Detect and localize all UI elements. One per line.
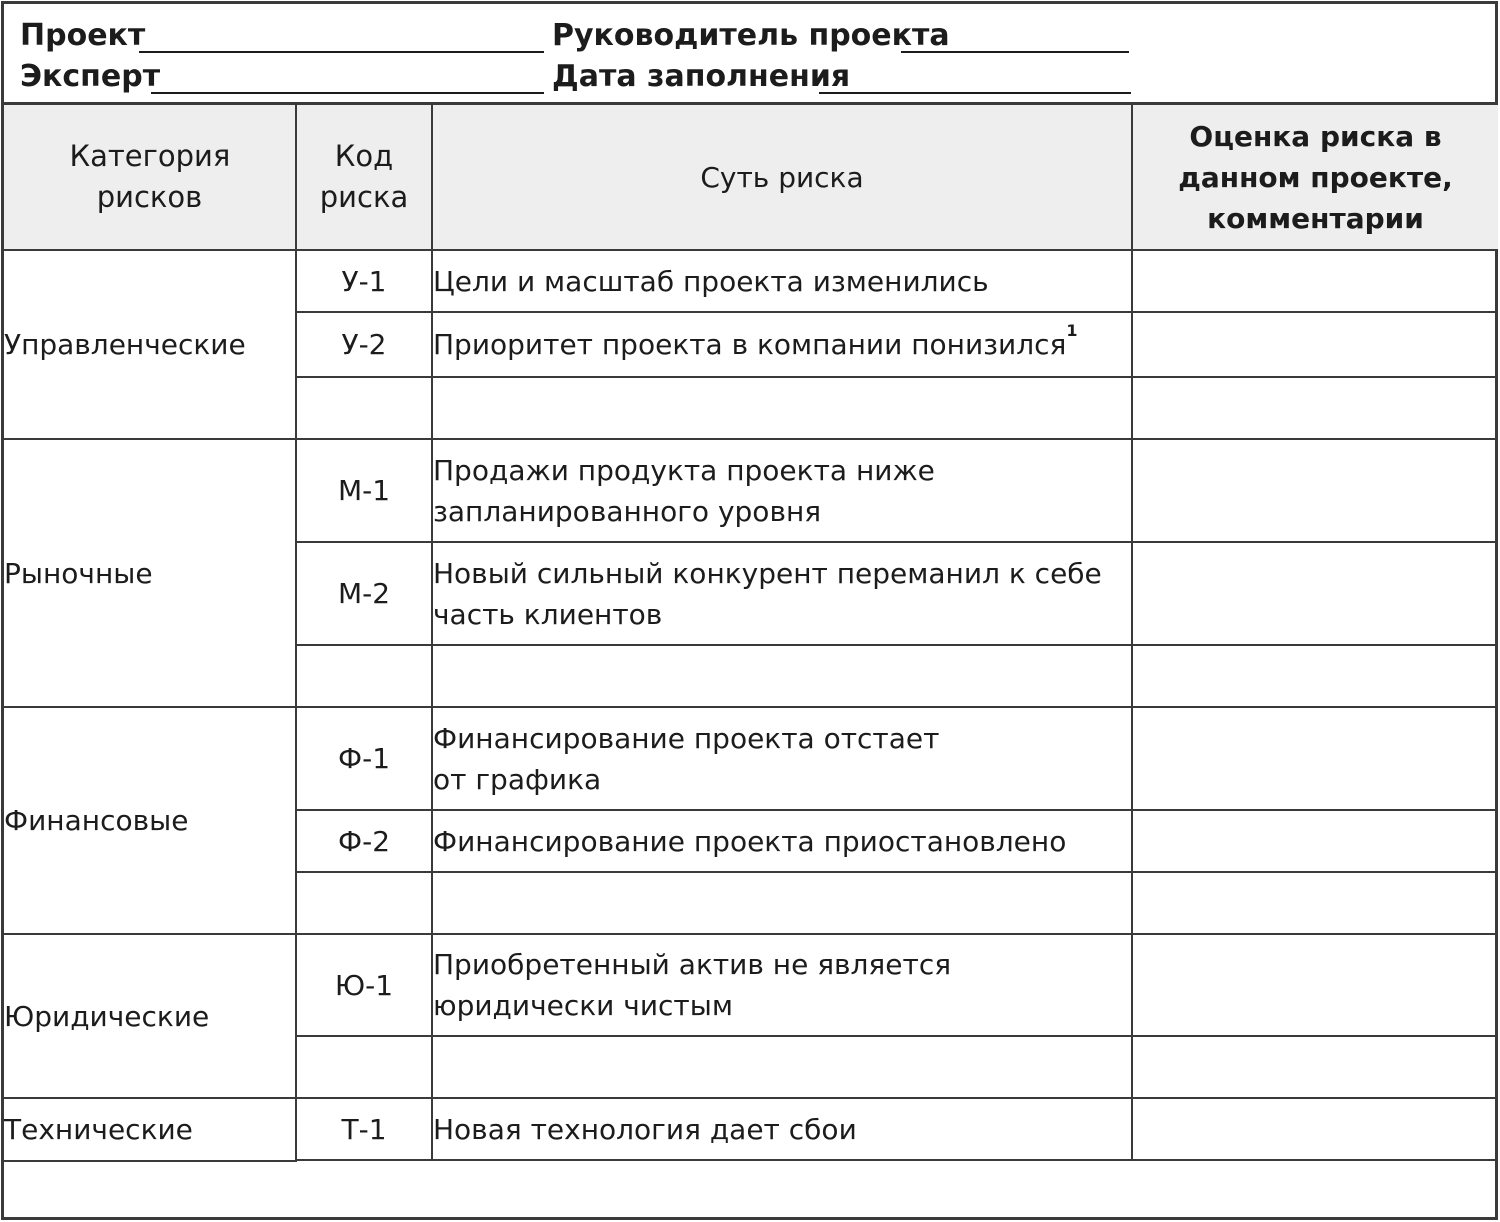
form-header <box>4 4 1495 105</box>
risk-essence: Приоритет проекта в компании понизился$^1$ <box>432 312 1132 377</box>
empty-essence-cell[interactable] <box>432 377 1132 439</box>
risk-code: М-2 <box>296 542 432 645</box>
table-row <box>4 934 1498 1036</box>
category-market: Рыночные <box>4 439 296 707</box>
expert-field[interactable] <box>151 92 544 94</box>
evaluation-cell[interactable] <box>1132 542 1498 645</box>
evaluation-cell[interactable] <box>1132 377 1498 439</box>
category-financial: Финансовые <box>4 707 296 934</box>
empty-essence-cell[interactable] <box>432 645 1132 707</box>
empty-code-cell[interactable] <box>296 645 432 707</box>
risk-essence: Финансирование проекта приостановлено <box>432 810 1132 872</box>
footnote-marker: 1 <box>1066 321 1078 340</box>
empty-essence-cell[interactable] <box>432 1160 1132 1161</box>
table-row <box>4 439 1498 542</box>
evaluation-cell[interactable] <box>1132 1160 1498 1161</box>
date-label: Дата заполнения <box>552 59 851 94</box>
risk-essence: Финансирование проекта отстает от графика <box>432 707 1132 810</box>
project-label: Проект <box>20 18 146 53</box>
empty-code-cell[interactable] <box>296 1160 432 1161</box>
risk-assessment-form <box>1 1 1498 1220</box>
empty-code-cell[interactable] <box>296 872 432 934</box>
risk-code: Ю-1 <box>296 934 432 1036</box>
date-field[interactable] <box>819 92 1131 94</box>
category-legal: Юридические <box>4 934 296 1098</box>
risk-code: М-1 <box>296 439 432 542</box>
manager-label: Руководитель проекта <box>552 18 950 53</box>
evaluation-cell[interactable] <box>1132 250 1498 312</box>
evaluation-cell[interactable] <box>1132 439 1498 542</box>
empty-code-cell[interactable] <box>296 1036 432 1098</box>
empty-essence-cell[interactable] <box>432 1036 1132 1098</box>
table-header-row <box>4 105 1498 250</box>
risk-essence: Цели и масштаб проекта изменились <box>432 250 1132 312</box>
evaluation-cell[interactable] <box>1132 707 1498 810</box>
empty-code-cell[interactable] <box>296 377 432 439</box>
evaluation-cell[interactable] <box>1132 1036 1498 1098</box>
risk-code: У-2 <box>296 312 432 377</box>
evaluation-cell[interactable] <box>1132 934 1498 1036</box>
header-code: Код риска <box>296 105 432 250</box>
project-field[interactable] <box>139 51 544 53</box>
evaluation-cell[interactable] <box>1132 810 1498 872</box>
evaluation-cell[interactable] <box>1132 1098 1498 1160</box>
risk-table <box>4 105 1498 1162</box>
manager-field[interactable] <box>901 51 1129 53</box>
risk-code: Ф-1 <box>296 707 432 810</box>
table-row <box>4 1098 1498 1160</box>
risk-code: Т-1 <box>296 1098 432 1160</box>
evaluation-cell[interactable] <box>1132 872 1498 934</box>
risk-essence: Новая технология дает сбои <box>432 1098 1132 1160</box>
category-management: Управленческие <box>4 250 296 439</box>
risk-essence: Приобретенный актив не является юридически чистым <box>432 934 1132 1036</box>
empty-essence-cell[interactable] <box>432 872 1132 934</box>
table-row <box>4 707 1498 810</box>
table-row <box>4 250 1498 312</box>
evaluation-cell[interactable] <box>1132 645 1498 707</box>
evaluation-cell[interactable] <box>1132 312 1498 377</box>
expert-label: Эксперт <box>20 59 161 94</box>
header-evaluation: Оценка риска в данном проекте, комментарии <box>1132 105 1498 250</box>
risk-code: У-1 <box>296 250 432 312</box>
header-category: Категория рисков <box>4 105 296 250</box>
header-essence: Суть риска <box>432 105 1132 250</box>
risk-essence: Новый сильный конкурент переманил к себе часть клиентов <box>432 542 1132 645</box>
risk-essence: Продажи продукта проекта ниже запланированного уровня <box>432 439 1132 542</box>
risk-code: Ф-2 <box>296 810 432 872</box>
category-technical: Технические <box>4 1098 296 1161</box>
